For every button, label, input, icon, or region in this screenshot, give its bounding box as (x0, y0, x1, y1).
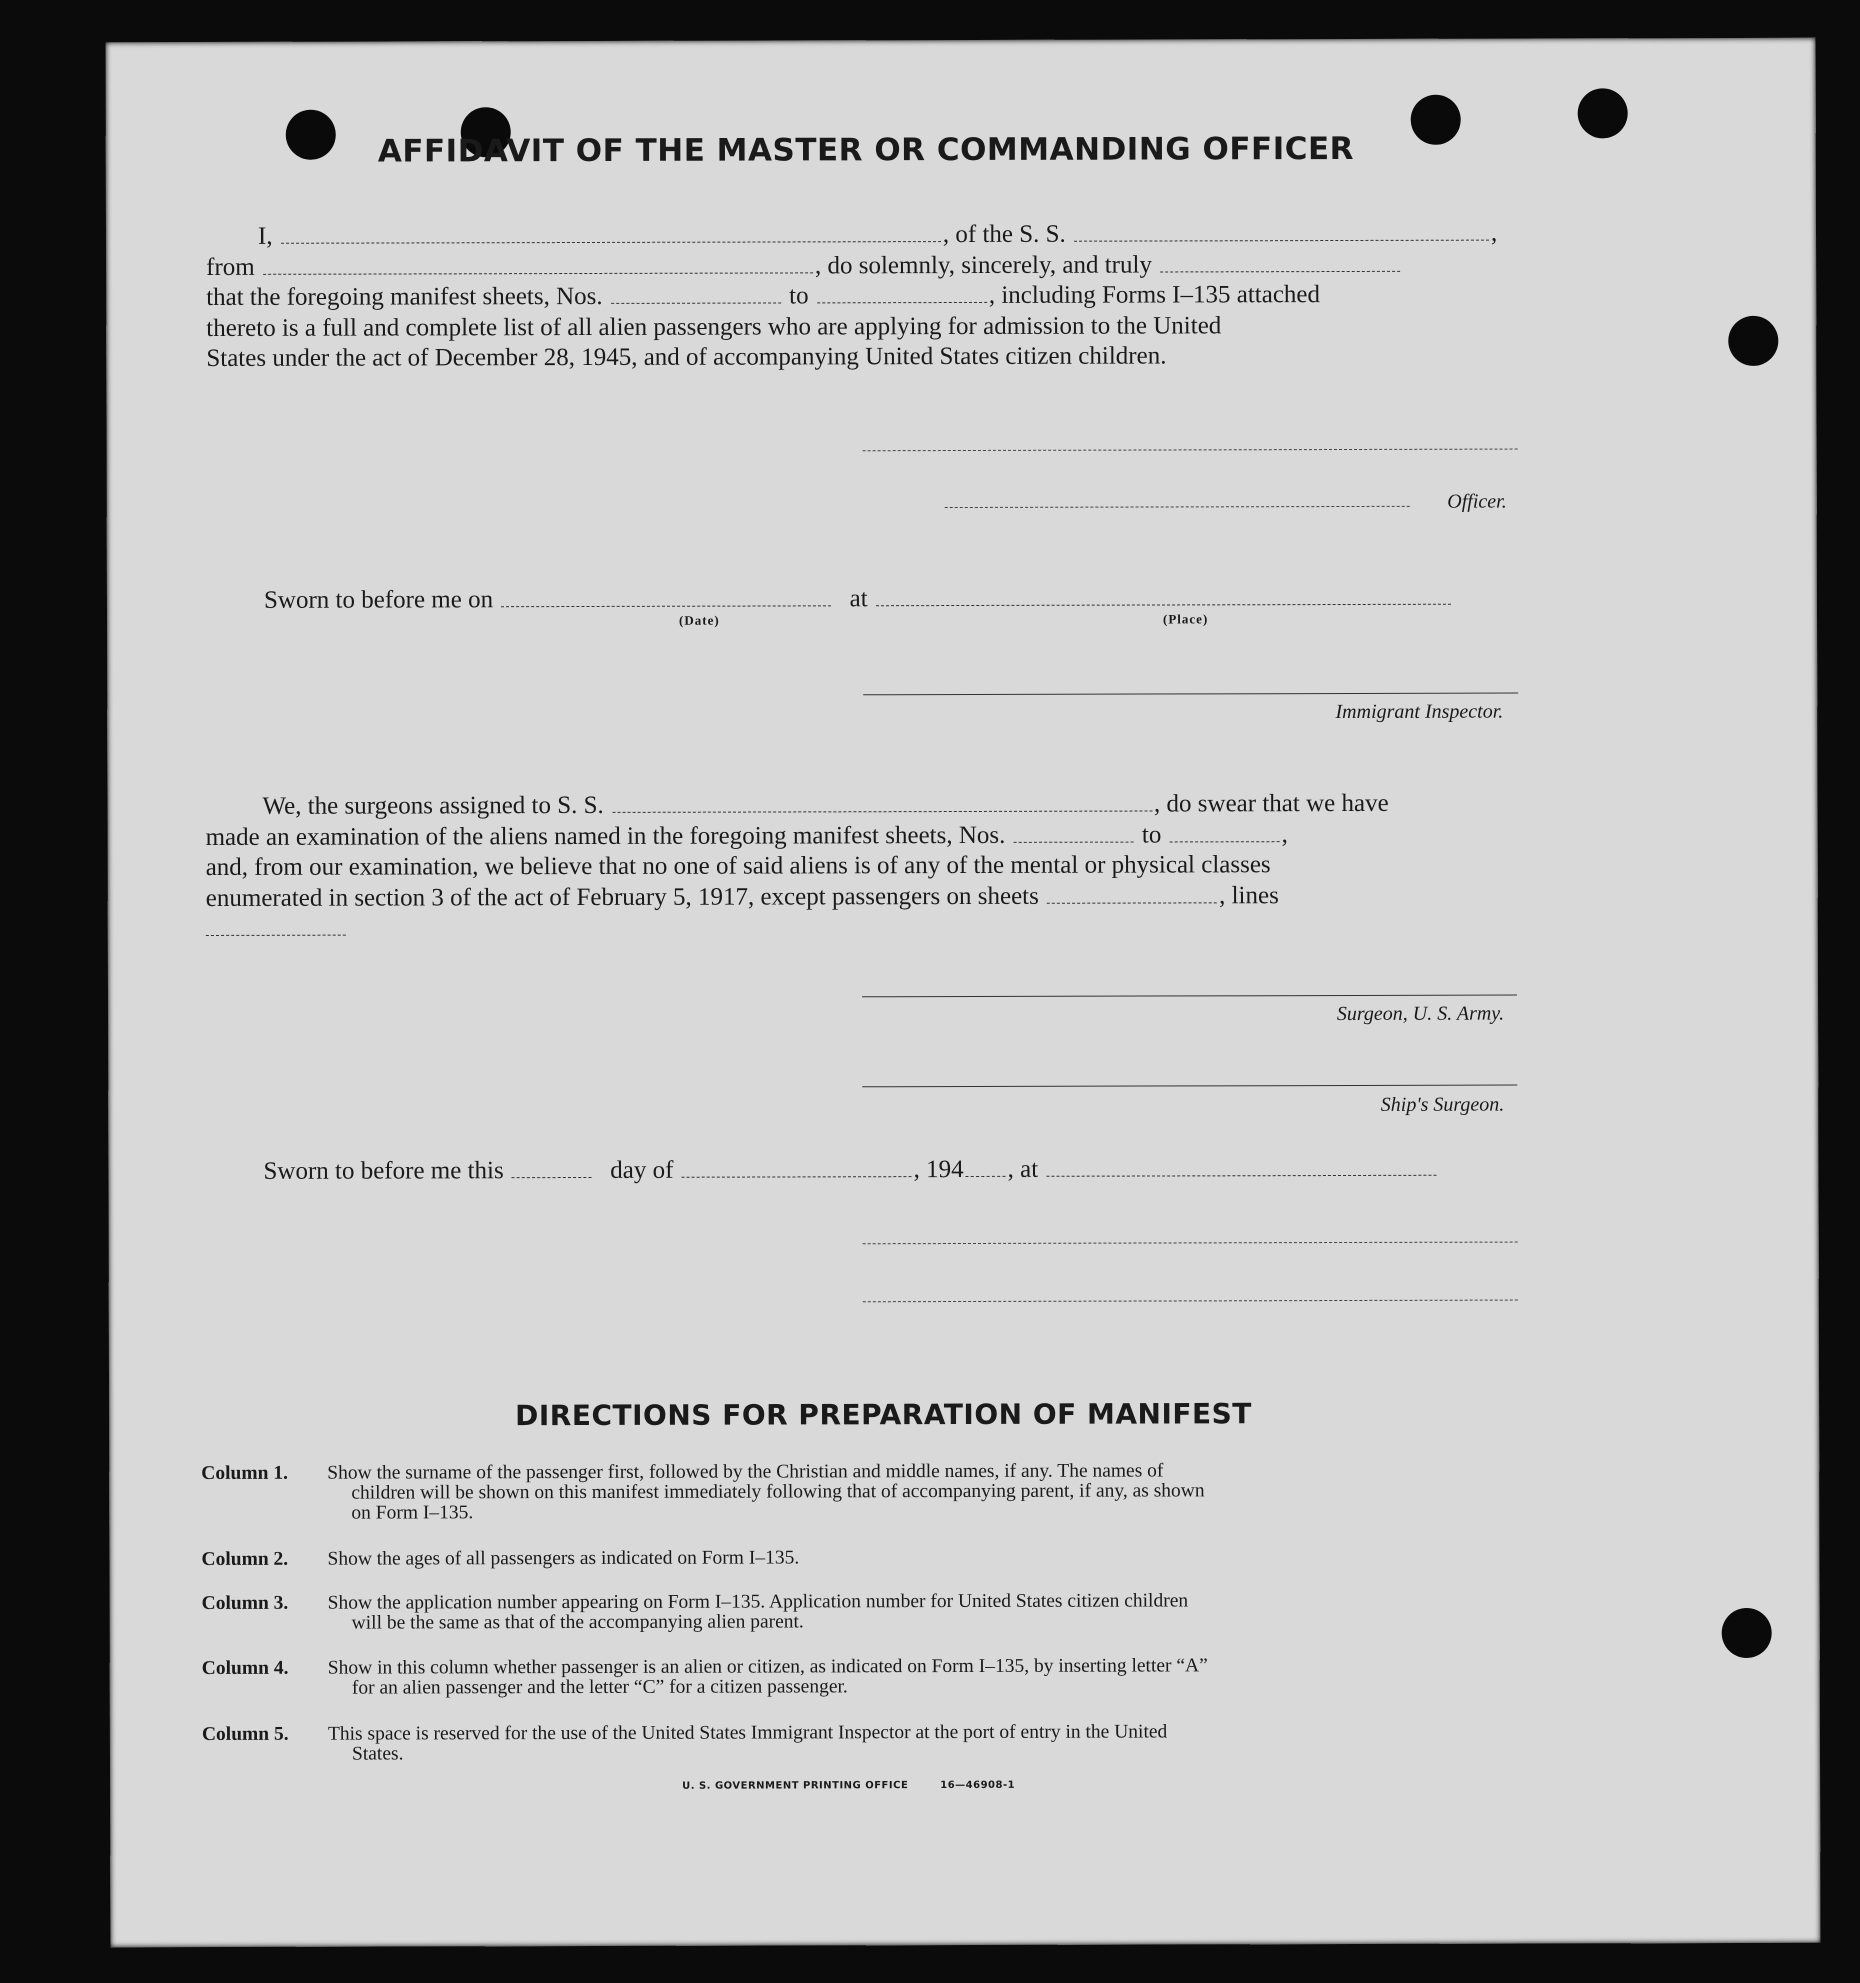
direction-item: Column 1. Show the surname of the passenger first, followed by the Christian and middle names, if any. The names of children will be shown on this manifest immediately following that of accompanying parent, if any, as shown on Form I–135. (201, 1460, 1205, 1524)
officer-signature-line-1[interactable] (863, 449, 1518, 452)
punch-hole (1728, 316, 1778, 366)
oath-blank[interactable] (1160, 269, 1400, 272)
officiant-signature-line-2[interactable] (863, 1300, 1518, 1303)
sworn-at-blank[interactable] (1046, 1174, 1436, 1177)
punch-hole (1722, 1608, 1772, 1658)
affidavit-line-5: States under the act of December 28, 1945, and of accompanying United States citizen children. (206, 342, 1167, 372)
direction-item: Column 2. Show the ages of all passengers as indicated on Form I–135. (201, 1547, 800, 1570)
officer-signature-line-2[interactable] (945, 506, 1410, 508)
army-surgeon-label: Surgeon, U. S. Army. (1336, 1002, 1505, 1026)
surgeons-line-2: made an examination of the aliens named in the foregoing manifest sheets, Nos. to , (205, 820, 1288, 851)
sheet-from-blank[interactable] (611, 301, 781, 303)
direction-column-label: Column 4. (201, 1657, 289, 1679)
sworn-date-blank[interactable] (501, 604, 831, 607)
surgeons-line-4: enumerated in section 3 of the act of February 5, 1917, except passengers on sheets , lines (205, 881, 1279, 912)
except-lines-blank[interactable] (206, 934, 346, 936)
except-sheets-blank[interactable] (1047, 901, 1217, 903)
affidavit-paragraph (206, 218, 1536, 374)
sworn-place-blank[interactable] (876, 603, 1451, 607)
affidavit-title: AFFIDAVIT OF THE MASTER OR COMMANDING OFFICER (377, 130, 1355, 170)
document-page (106, 38, 1821, 1947)
printer-imprint: U. S. GOVERNMENT PRINTING OFFICE 16—46908-1 (682, 1779, 1016, 1792)
sworn-day-line: Sworn to before me this day of , 194 , at (263, 1154, 1438, 1188)
ship-surgeon-label: Ship's Surgeon. (1380, 1093, 1505, 1116)
army-surgeon-signature-line[interactable] (862, 995, 1517, 998)
inspector-signature-line[interactable] (863, 693, 1518, 696)
punch-hole (1411, 95, 1461, 145)
direction-column-label: Column 2. (201, 1548, 289, 1570)
direction-column-label: Column 1. (201, 1462, 288, 1484)
sworn-month-blank[interactable] (682, 1175, 912, 1178)
surgeon-ship-blank[interactable] (612, 810, 1152, 813)
direction-column-label: Column 5. (201, 1723, 289, 1745)
sworn-year-blank[interactable] (966, 1175, 1006, 1177)
sheet-to-blank[interactable] (817, 301, 987, 303)
direction-column-label: Column 3. (201, 1592, 289, 1614)
affidavit-line-1: I, , of the S. S. , (257, 219, 1498, 250)
affidavit-line-2: from , do solemnly, sincerely, and truly (206, 249, 1536, 283)
surgeons-line-3: and, from our examination, we believe that no one of said aliens is of any of the mental or physical classes (205, 851, 1271, 881)
place-caption: (Place) (1163, 611, 1209, 627)
port-from-blank[interactable] (263, 271, 813, 274)
affidavit-line-3: that the foregoing manifest sheets, Nos. to , including Forms I–135 attached (206, 281, 1321, 311)
master-name-blank[interactable] (281, 240, 941, 244)
ship-surgeon-signature-line[interactable] (862, 1085, 1517, 1088)
punch-hole (1578, 88, 1628, 138)
ship-name-blank[interactable] (1074, 239, 1489, 242)
direction-item: Column 5. This space is reserved for the use of the United States Immigrant Inspector at the port of entry in the United States. (201, 1721, 1168, 1765)
officer-label: Officer. (1447, 490, 1507, 513)
surgeons-line-1: We, the surgeons assigned to S. S. , do swear that we have (262, 789, 1389, 820)
direction-item: Column 4. Show in this column whether passenger is an alien or citizen, as indicated on Form I–135, by inserting letter “A” for an alien passenger and the letter “C” for a citizen passenger. (201, 1655, 1208, 1699)
affidavit-line-4: thereto is a full and complete list of all alien passengers who are applying for admission to the United (206, 311, 1222, 342)
inspector-label: Immigrant Inspector. (1335, 700, 1504, 724)
punch-hole (286, 110, 336, 160)
surgeons-paragraph (205, 789, 1535, 945)
surgeons-line-5 (206, 911, 1536, 945)
directions-title: DIRECTIONS FOR PREPARATION OF MANIFEST (515, 1397, 1252, 1433)
direction-item: Column 3. Show the application number appearing on Form I–135. Application number for United States citizen children will be the same as that of the accompanying alien parent. (201, 1590, 1189, 1634)
sworn-date-place-line: Sworn to before me on at (264, 583, 1453, 617)
date-caption: (Date) (679, 612, 720, 628)
surgeon-sheet-from-blank[interactable] (1014, 840, 1134, 842)
surgeon-sheet-to-blank[interactable] (1170, 840, 1280, 842)
officiant-signature-line-1[interactable] (863, 1242, 1518, 1245)
sworn-day-blank[interactable] (512, 1176, 592, 1178)
